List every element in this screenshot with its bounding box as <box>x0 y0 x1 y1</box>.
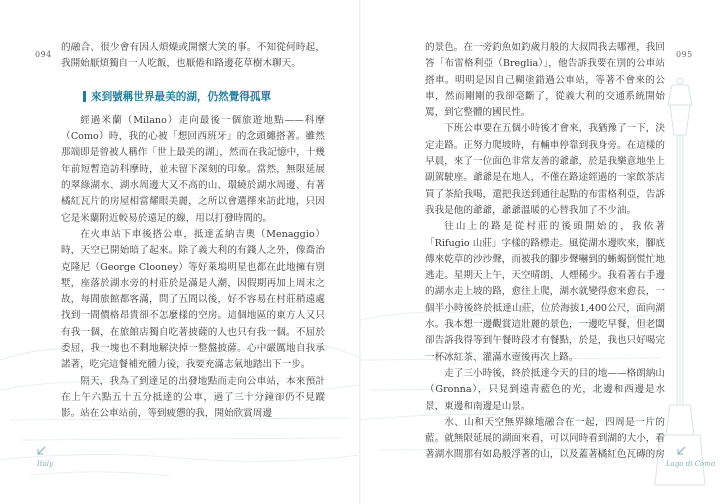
footer-label-left: Italy <box>37 460 53 468</box>
page-number-left: 094 <box>35 50 52 59</box>
body-paragraph: 經過米蘭（Milano）走向最後一個旅遊地點——科摩（Como）時，我的心被「想回西班牙」的念頭纏搭著。雖然那端即是曾被人稱作「世上最美的湖」，然而在我記憶中，十幾年前短暫造訪科摩時，並未留下深刻的印象。當然，無限延展的翠綠湖水、湖水周邊大又不高的山、環繞於湖水周邊、有著橘紅瓦片的房屋相當耀眼美麗，之所以會選擇來訪此地，只因它是米蘭附近較易於遠足的線，用以打發時間的。 <box>61 114 325 224</box>
section-heading <box>83 89 325 105</box>
right-page <box>360 0 720 504</box>
body-paragraph: 下班公車要在五個小時後才會來，我猶豫了一下，決定走路。正努力爬坡時，有輛車停靠到我身旁。在這樣的早晨，來了一位面色非常友善的爺爺，於是我樂意地坐上副駕駛座。爺爺是在地人，不僅在路途經過的一家飲茶店買了茶給我喝，還把我送到通往起點的布雷格利亞，告訴我我是他的爺爺，爺爺溫暖的心替我加了不少油。 <box>425 123 665 216</box>
body-paragraph: 走了三小時後，終於抵達今天的目的地——格朗納山（Gronna），只見到遠青藍色的光，北邊和西邊是水景，東邊和南邊是山景。 <box>425 367 665 412</box>
body-paragraph: 隔天，我為了到達足的出發地點而走向公車站，本來預計在上午六點五十五分抵達的公車，過了三十分鐘卻仍不見蹤影。站在公車站前，等到疲憊的我，開始欣賞周邊 <box>61 375 325 420</box>
intro-paragraph: 的融合、很少會有因人煩燥或開懷大笑的事。不知從何時起，我開始厭煩獨自一人吃飯，也厭倦和路邊花草樹木聊天。 <box>61 42 325 70</box>
page-number-right: 095 <box>676 50 693 59</box>
section-title: 來到號稱世界最美的湖，仍然覺得孤單 <box>91 90 272 103</box>
body-paragraph: 在火車站下車後搭公車，抵達孟納吉奧（Menaggio）時，天空已開始暗了起來。除了義大利的有錢人之外，像喬治克隆尼（George Clooney）等好萊塢明星也都在此地擁有別墅，座落於湖水旁的村莊於是滿是人潮，因假期再加上周末之故，每間旅館都客滿，問了五間以後，好不容易在村莊稍遠處找到一間價格昂貴卻不怎麼樣的空房。這個地區的東方人又只有我一個，在旅館店獨自吃著披薩的人也只有我一個。不屈於委屈，我一塊也不剩地解決掉一整盤披薩。心中嚴厲地自我承諾著，吃完這餐補充體力後，我要充滿志氣地踏出下一步。 <box>61 228 325 371</box>
arrow-down-left-icon <box>36 446 46 456</box>
lake-sketch-background-left <box>0 300 360 504</box>
footer-label-right: Lago di Como <box>666 460 716 468</box>
body-paragraph: 往山上的路是從村莊的後頭開始的，我依著「Rifugio 山莊」字樣的路標走。風從湖水邊吹來，腳底傳來乾草的沙沙聲，而被我的腳步聲嚇到的蜥蜴倒慌忙地逃走。星期天上午，天空晴朗、人煙稀少。我看著右手邊的湖水走上坡的路，愈往上爬，湖水就變得愈來愈長，一個半小時後終於抵達山莊，位於海拔1,400公尺，面向湖水。我本想一邊觀賞這壯麗的景色，一邊吃早餐，但老闆卻告訴我得等到午餐時段才有餐點，於是，我也只好喝完一杯冰紅茶、灌滿水壺後再次上路。 <box>425 221 665 363</box>
heading-bar-icon <box>83 91 86 102</box>
body-paragraph: 的景色。在一旁釣魚如釣歲月般的大叔問我去哪裡，我回答「布雷格利亞（Breglia）」，他告訴我要在別的公車站搭車。明明是因自己糊塗錯過公車站，等著不會來的公車，然而剛剛的我卻毫斷了，從義大利的交通系統開始罵，到它整體的國民性。 <box>425 42 665 119</box>
arrow-down-left-icon <box>676 446 686 456</box>
body-paragraph: 水、山和天空無界線地融合在一起，四周是一片的藍。就無限延展的湖面來看，可以同時看到湖的大小，看著湖水間那有如島般浮著的山，以及蓋著橘紅色瓦磚的房 <box>425 416 665 461</box>
right-text-column <box>425 40 665 464</box>
